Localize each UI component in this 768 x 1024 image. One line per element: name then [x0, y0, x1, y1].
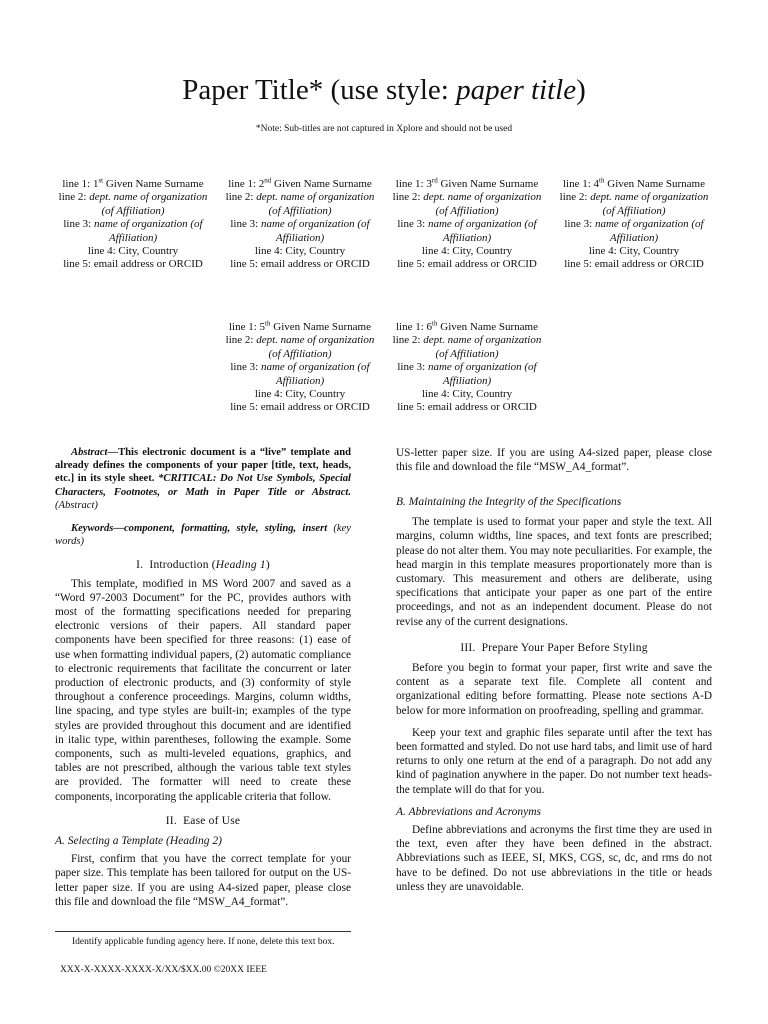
- subtitle-note: *Note: Sub-titles are not captured in Xplore and should not be used: [255, 124, 513, 134]
- footnote-rule: [55, 931, 351, 932]
- paper-title: Paper Title* (use style: paper title): [182, 74, 586, 106]
- funding-footnote: Identify applicable funding agency here. If none, delete this text box.: [72, 937, 335, 947]
- paragraph: Define abbreviations and acronyms the first time they are used in the text, even after they have been defined in the abstract. Abbreviations such as IEEE, SI, MKS, CGS, sc, dc, and rms do not have to be defined. Do not use abbreviations in the title or heads unless they are unavoidable.: [396, 824, 712, 893]
- paragraph-continuation: US-letter paper size. If you are using A4-sized paper, please close this file and download the file “MSW_A4_format”.: [396, 447, 712, 474]
- paragraph: This template, modified in MS Word 2007 and saved as a “Word 97-2003 Document” for the PC, provides authors with most of the formatting specifications needed for preparing electronic versions of their papers. All standard paper components have been specified for three reasons: (1) ease of use when formatting individual papers, (2) automatic compliance to electronic requirements that facilitate the concurrent or later production of electronic products, and (3) conformity of style throughout a conference proceedings. Margins, column widths, line spacing, and type styles are built-in; examples of the type styles are provided throughout this document and are identified in italic type, within parentheses, following the example. Some components, such as multi-leveled equations, graphics, and tables are not prescribed, although the various table text styles are provided. The formatter will need to create these components, incorporating the applicable criteria that follow.: [55, 577, 351, 803]
- author-block: line 1: 6th Given Name Surname line 2: dept. name of organization (of Affiliation) line 3: name of organization (of Affiliation) line 4: City, Country line 5: email address or ORCID: [392, 319, 542, 414]
- paragraph: First, confirm that you have the correct template for your paper size. This template has been tailored for output on the US-letter paper size. If you are using A4-sized paper, please close this file and download the file “MSW_A4_format”.: [55, 853, 351, 908]
- section-heading: III. Prepare Your Paper Before Styling: [460, 641, 648, 654]
- subsection-heading: A. Selecting a Template (Heading 2): [55, 835, 222, 848]
- section-heading: I. Introduction (Heading 1): [136, 559, 270, 572]
- author-block: line 1: 3rd Given Name Surname line 2: dept. name of organization (of Affiliation) line 3: name of organization (of Affiliation) line 4: City, Country line 5: email address or ORCID: [392, 176, 542, 271]
- paragraph: The template is used to format your paper and style the text. All margins, column widths, line spaces, and text fonts are prescribed; please do not alter them. You may note peculiarities. For example, the head margin in this template measures proportionately more than is customary. This measurement and others are deliberate, using specifications that anticipate your paper as one part of the entire proceedings, and not as an independent document. Please do not revise any of the current designations.: [396, 516, 712, 628]
- author-block: line 1: 2nd Given Name Surname line 2: dept. name of organization (of Affiliation) line 3: name of organization (of Affiliation) line 4: City, Country line 5: email address or ORCID: [225, 176, 375, 271]
- section-heading: II. Ease of Use: [165, 814, 241, 827]
- abstract: Abstract—This electronic document is a “live” template and already defines the components of your paper [title, text, heads, etc.] in its style sheet. *CRITICAL: Do Not Use Symbols, Special Characters, Footnotes, or Math in Paper Title or Abstract. (Abstract): [55, 447, 351, 511]
- subsection-heading: A. Abbreviations and Acronyms: [396, 805, 542, 818]
- left-column: [55, 446, 351, 908]
- paragraph: Before you begin to format your paper, first write and save the content as a separate text file. Complete all content and organizational editing before formatting. Please note sections A-D below for more information on proofreading, spelling and grammar.: [396, 662, 712, 717]
- author-block: line 1: 5th Given Name Surname line 2: dept. name of organization (of Affiliation) line 3: name of organization (of Affiliation) line 4: City, Country line 5: email address or ORCID: [225, 319, 375, 414]
- copyright-notice: XXX-X-XXXX-XXXX-X/XX/$XX.00 ©20XX IEEE: [60, 965, 267, 975]
- author-block: line 1: 1st Given Name Surname line 2: dept. name of organization (of Affiliation) line 3: name of organization (of Affiliation) line 4: City, Country line 5: email address or ORCID: [58, 176, 208, 271]
- right-column: [396, 446, 712, 894]
- paragraph: Keep your text and graphic files separate until after the text has been formatted and styled. Do not use hard tabs, and limit use of hard returns to only one return at the end of a paragraph. Do not add any kind of pagination anywhere in the paper. Do not number text heads-the template will do that for you.: [396, 726, 712, 796]
- subsection-heading: B. Maintaining the Integrity of the Specifications: [396, 496, 622, 508]
- author-block: line 1: 4th Given Name Surname line 2: dept. name of organization (of Affiliation) line 3: name of organization (of Affiliation) line 4: City, Country line 5: email address or ORCID: [559, 176, 709, 271]
- keywords: Keywords—component, formatting, style, styling, insert (key words): [55, 523, 351, 548]
